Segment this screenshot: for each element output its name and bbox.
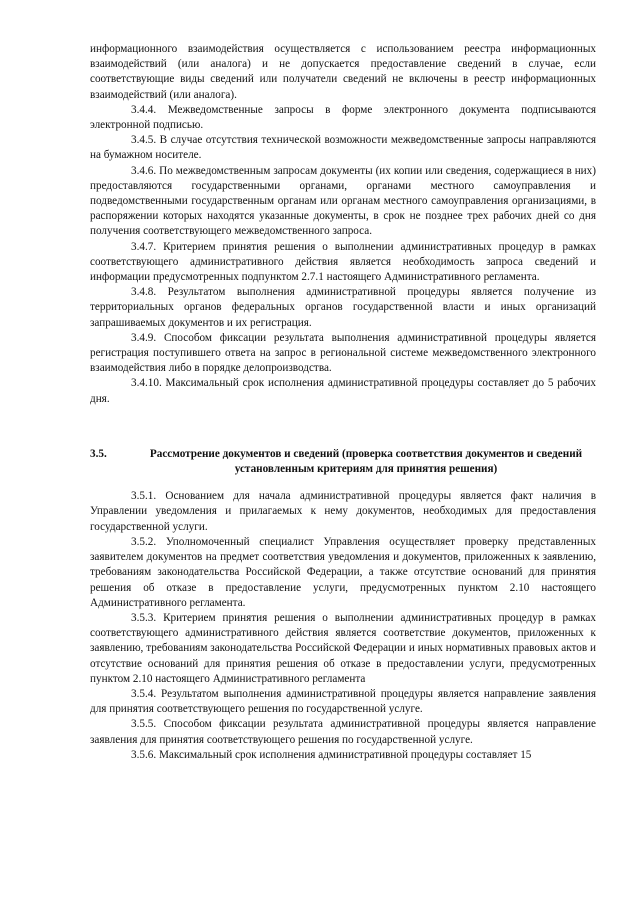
heading-spacer [90,477,596,489]
section-number: 3.5. [90,447,107,460]
paragraph-3-4-8: 3.4.8. Результатом выполнения административной процедуры является получение из территориальных органов федеральных органов государственной власти и иных организаций запрашиваемых документов и их регистрация. [90,286,596,329]
paragraph-3-5-6: 3.5.6. Максимальный срок исполнения административной процедуры составляет 15 [131,748,532,761]
section-heading [90,447,596,477]
paragraph-3-4-9: 3.4.9. Способом фиксации результата выполнения административной процедуры является регистрация поступившего ответа на запрос в региональной системе межведомственного электронного взаимодействия либо в порядке делопроизводства. [90,331,596,375]
paragraph-3-5-4: 3.5.4. Результатом выполнения административной процедуры является направление заявления для принятия соответствующего решения по государственной услуге. [90,687,596,716]
paragraph-3-4-7: 3.4.7. Критерием принятия решения о выполнении административных процедур в рамках соответствующего административного действия является необходимость запроса сведений и информации предусмотренных подпунктом 2.7.1 настоящего Административного регламента. [90,240,596,284]
paragraph-3-5-3: 3.5.3. Критерием принятия решения о выполнении административных процедур в рамках соответствующего административного действия является соответствие документов, приложенных к заявлению, требованиям законодательства Российской Федерации и иных нормативных правовых актов и отсутствие оснований для принятия решения об отказе в предоставлении услуги, предусмотренных пунктом 2.10 настоящего Административного регламента [90,611,596,685]
document-page [90,42,596,763]
paragraph-continuation: информационного взаимодействия осуществляется с использованием реестра информационных взаимодействий (или аналога) и не допускается предоставление сведений в случае, если соответствующие виды сведений или получатели сведений не включены в реестр информационных взаимодействий (или аналога). [90,43,596,101]
paragraph-3-4-6: 3.4.6. По межведомственным запросам документы (их копии или сведения, содержащиеся в них) предоставляются государственными органами, органами местного самоуправления и подведомственными государственным органам или органам местного самоуправления организациями, в распоряжении которых находятся указанные документы, в срок не позднее трех рабочих дней со дня получения соответствующего межведомственного запроса. [90,164,596,238]
paragraph-3-5-1: 3.5.1. Основанием для начала административной процедуры является факт наличия в Управлении уведомления и прилагаемых к нему документов, необходимых для предоставления государственной услуги. [90,490,596,533]
section-title: Рассмотрение документов и сведений (проверка соответствия документов и сведений установленным критериям для принятия решения) [149,447,583,476]
paragraph-3-4-4: 3.4.4. Межведомственные запросы в форме электронного документа подписываются электронной подписью. [90,103,596,132]
paragraph-3-5-5: 3.5.5. Способом фиксации результата административной процедуры является направление заявления для принятия соответствующего решения по государственной услуге. [90,718,596,746]
paragraph-3-5-2: 3.5.2. Уполномоченный специалист Управления осуществляет проверку представленных заявителем документов на предмет соответствия уведомления и документов, приложенных к заявлению, требованиям законодательства Российской Федерации, а также отсутствие оснований для принятия решения об отказе в предоставление услуги, предусмотренных пунктом 2.10 настоящего Административного регламента. [90,535,596,609]
section-spacer [90,407,596,447]
paragraph-3-4-10: 3.4.10. Максимальный срок исполнения административной процедуры составляет до 5 рабочих дня. [90,377,596,405]
paragraph-3-4-5: 3.4.5. В случае отсутствия технической возможности межведомственные запросы направляются на бумажном носителе. [90,134,596,162]
